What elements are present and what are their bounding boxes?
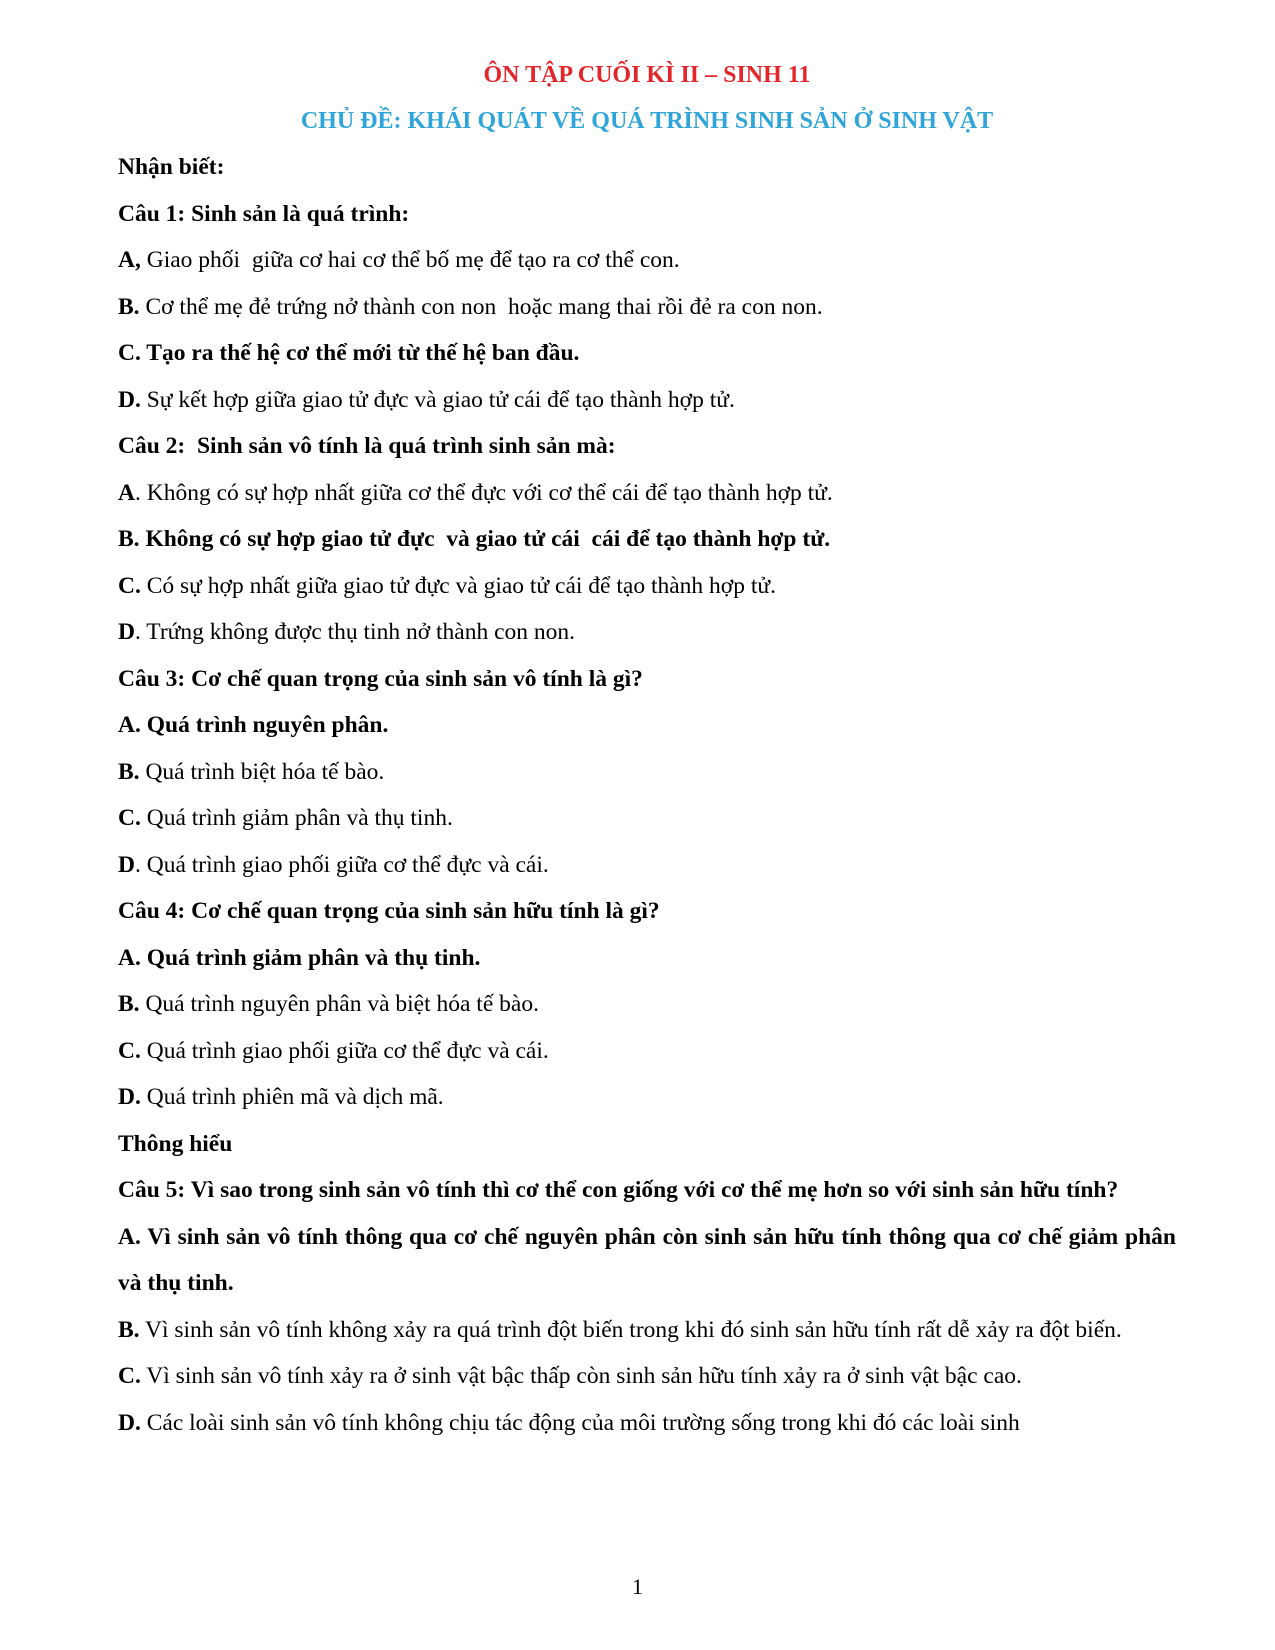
option-text: Cơ thể mẹ đẻ trứng nở thành con non hoặc mang thai rồi đẻ ra con non. [139,293,823,320]
option-label: B. [118,1316,140,1343]
option-text: Quá trình giao phối giữa cơ thể đực và cái. [140,1037,549,1064]
option-text: Không có sự hợp giao tử đực và giao tử cái cái để tạo thành hợp tử. [139,526,831,552]
option-label: D. [118,386,141,413]
option-text: Có sự hợp nhất giữa giao tử đực và giao tử cái để tạo thành hợp tử. [140,572,776,599]
option-text: Quá trình biệt hóa tế bào. [139,758,385,785]
question-1-option-d [118,377,1176,424]
option-label: D [118,619,135,645]
question-3-option-c [118,795,1176,842]
question-2-option-a [118,470,1176,517]
question-4-option-d [118,1074,1176,1121]
question-1-option-b [118,284,1176,331]
option-label: C. [118,1363,141,1389]
question-3-option-b [118,749,1176,796]
option-label: B. [118,991,140,1017]
question-2-option-b [118,516,1176,563]
question-4-option-a [118,935,1176,982]
option-label: A. [118,712,141,738]
question-5-option-b [118,1307,1176,1354]
option-text: Quá trình nguyên phân và biệt hóa tế bào. [139,991,539,1017]
option-text: Quá trình giảm phân và thụ tinh. [140,944,481,971]
option-label: B. [118,293,140,320]
option-label: C. [118,805,141,831]
question-2-stem: Câu 2: Sinh sản vô tính là quá trình sinh sản mà: [118,433,616,459]
option-label: D [118,851,135,878]
option-text: Quá trình nguyên phân. [140,712,389,738]
option-text: Tạo ra thế hệ cơ thể mới từ thế hệ ban đầu. [140,340,580,366]
option-label: A [118,479,135,506]
option-text: Các loài sinh sản vô tính không chịu tác động của môi trường sống trong khi đó các loài sinh [140,1409,1020,1436]
question-5-option-a [118,1214,1182,1307]
document-title: ÔN TẬP CUỐI KÌ II – SINH 11 [483,62,811,88]
question-4-stem: Câu 4: Cơ chế quan trọng của sinh sản hữu tính là gì? [118,898,660,924]
option-label: A, [118,247,141,273]
question-5-option-c [118,1353,1176,1400]
option-text: Vì sinh sản vô tính không xảy ra quá trình đột biến trong khi đó sinh sản hữu tính rất dễ xảy ra đột biến. [139,1316,1122,1343]
section-heading-recognition: Nhận biết: [118,154,225,180]
page-number: 1 [632,1574,643,1599]
question-4-option-b [118,981,1176,1028]
option-text: Quá trình phiên mã và dịch mã. [140,1084,444,1110]
question-4-option-c [118,1028,1176,1075]
option-label: A. [118,944,141,971]
question-1-option-a [118,237,1176,284]
document-subtitle: CHỦ ĐỀ: KHÁI QUÁT VỀ QUÁ TRÌNH SINH SẢN Ở SINH VẬT [300,108,994,134]
option-label: B. [118,526,140,552]
option-text: Sự kết hợp giữa giao tử đực và giao tử cái để tạo thành hợp tử. [140,386,735,413]
option-text: Quá trình giảm phân và thụ tinh. [140,805,453,831]
option-text: Vì sinh sản vô tính xảy ra ở sinh vật bậc thấp còn sinh sản hữu tính xảy ra ở sinh vật bậc cao. [140,1363,1022,1389]
option-label: C. [118,1037,141,1064]
option-text: . Không có sự hợp nhất giữa cơ thể đực với cơ thể cái để tạo thành hợp tử. [134,479,833,506]
question-5-option-d [118,1400,1176,1447]
question-3-option-a [118,702,1176,749]
question-5-stem: Câu 5: Vì sao trong sinh sản vô tính thì cơ thể con giống với cơ thể mẹ hơn so với sinh sản hữu tính? [118,1177,1119,1203]
option-text: Vì sinh sản vô tính thông qua cơ chế nguyên phân còn sinh sản hữu tính thông qua cơ chế giảm phân và thụ tinh. [118,1223,1182,1296]
option-text: Giao phối giữa cơ hai cơ thể bố mẹ để tạo ra cơ thể con. [140,247,680,273]
question-3-option-d [118,842,1176,889]
option-label: C. [118,572,141,599]
option-text: . Trứng không được thụ tinh nở thành con non. [134,619,576,645]
question-2-option-c [118,563,1176,610]
option-label: B. [118,758,140,785]
section-heading-comprehension: Thông hiểu [118,1130,233,1157]
option-label: C. [118,340,141,366]
option-label: D. [118,1084,141,1110]
question-2-option-d [118,609,1176,656]
document-content [118,52,1182,1446]
question-1-option-c [118,330,1176,377]
question-3-stem: Câu 3: Cơ chế quan trọng của sinh sản vô tính là gì? [118,665,643,692]
option-label: D. [118,1409,141,1436]
option-label: A. [118,1223,141,1250]
question-1-stem: Câu 1: Sinh sản là quá trình: [118,200,410,227]
option-text: . Quá trình giao phối giữa cơ thể đực và cái. [134,851,549,878]
